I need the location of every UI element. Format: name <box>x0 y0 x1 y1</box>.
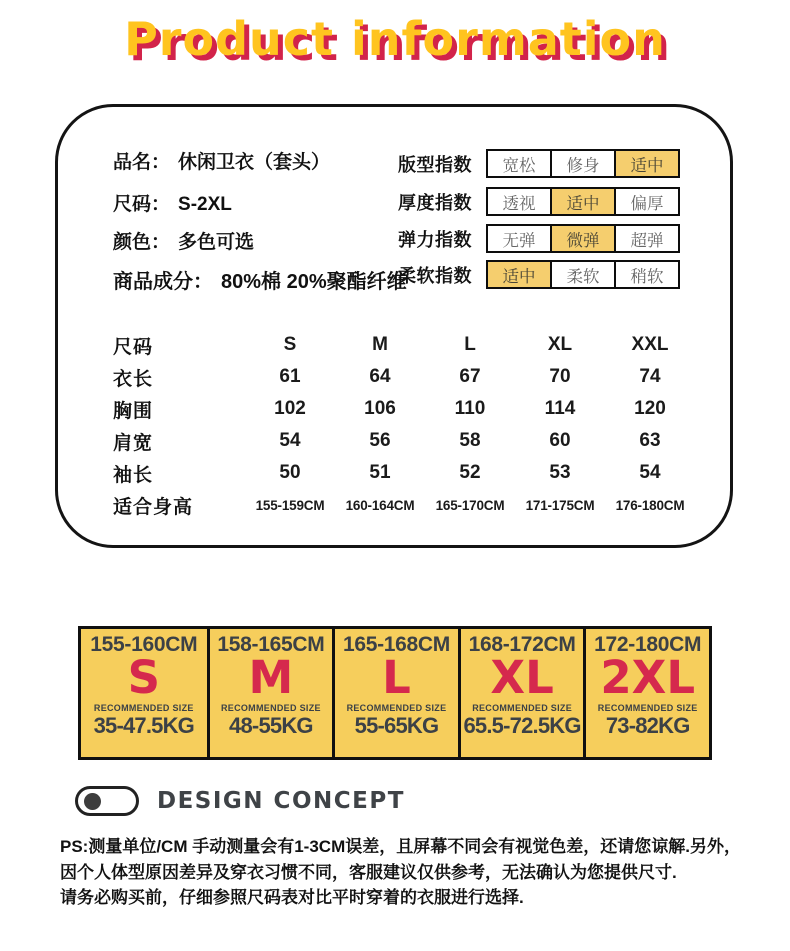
page-title: Product information <box>124 12 666 66</box>
cell: 74 <box>639 366 661 387</box>
cell: 63 <box>639 430 661 451</box>
recommended-size-table <box>78 626 712 760</box>
weight-range: 73-82KG <box>605 712 690 738</box>
ps-disclaimer <box>60 834 750 911</box>
cell: 52 <box>459 462 481 483</box>
index-label: 厚度指数 <box>398 192 472 213</box>
toggle-knob-icon <box>84 793 101 810</box>
product-name-field <box>113 147 330 174</box>
design-concept-heading: DESIGN CONCEPT <box>157 788 405 814</box>
cell: 67 <box>459 366 481 387</box>
table-row <box>113 361 695 393</box>
index-option: 超弹 <box>614 224 680 253</box>
cell: 50 <box>279 462 301 483</box>
product-material-field <box>113 265 407 294</box>
cell: M <box>372 334 388 355</box>
index-option: 适中 <box>614 149 680 178</box>
index-option: 偏厚 <box>614 187 680 216</box>
index-option: 适中 <box>550 187 616 216</box>
field-value: 多色可选 <box>178 232 255 253</box>
recommended-size-label: RECOMMENDED SIZE <box>93 702 194 713</box>
size-letter: S <box>127 651 160 704</box>
cell: 64 <box>369 366 391 387</box>
height-range: 168-172CM <box>468 633 576 656</box>
row-label: 胸围 <box>113 400 154 422</box>
index-option: 适中 <box>486 260 552 289</box>
table-row <box>113 425 695 457</box>
size-letter: M <box>248 651 294 704</box>
recommend-column-s <box>81 629 207 757</box>
height-range: 165-168CM <box>342 633 450 656</box>
cell: 54 <box>279 430 301 451</box>
index-option: 透视 <box>486 187 552 216</box>
toggle-icon <box>75 786 139 816</box>
ps-line-3: 请务必购买前，仔细参照尺码表对比平时穿着的衣服进行选择. <box>60 888 524 907</box>
field-label: 尺码： <box>113 194 171 215</box>
cell: S <box>283 334 297 355</box>
size-letter: XL <box>490 651 554 704</box>
index-option: 微弹 <box>550 224 616 253</box>
cell: 155-159CM <box>255 497 325 513</box>
size-letter: L <box>382 651 411 704</box>
index-label: 柔软指数 <box>398 265 472 286</box>
cell: 58 <box>459 430 481 451</box>
cell: 176-180CM <box>615 497 685 513</box>
row-label: 衣长 <box>113 368 154 390</box>
thickness-index-row <box>398 187 680 216</box>
index-option: 稍软 <box>614 260 680 289</box>
product-size-field <box>113 189 232 216</box>
field-label: 商品成分： <box>113 271 213 293</box>
recommended-size-label: RECOMMENDED SIZE <box>472 702 572 713</box>
recommended-size-label: RECOMMENDED SIZE <box>346 702 447 713</box>
cell: 114 <box>544 398 576 419</box>
cell: 120 <box>634 398 666 419</box>
recommend-column-xl <box>458 629 584 757</box>
weight-range: 55-65KG <box>354 712 439 738</box>
cell: 53 <box>549 462 571 483</box>
index-options <box>486 149 680 178</box>
ps-line-1: PS:测量单位/CM 手动测量会有1-3CM误差，且屏幕不同会有视觉色差，还请您谅解.另外， <box>60 837 741 856</box>
index-option: 修身 <box>550 149 616 178</box>
index-options <box>486 260 680 289</box>
cell: XL <box>547 334 573 355</box>
index-option: 柔软 <box>550 260 616 289</box>
product-info-panel <box>55 104 733 548</box>
cell: 51 <box>369 462 391 483</box>
height-range: 172-180CM <box>594 633 702 656</box>
cell: 61 <box>279 366 301 387</box>
recommended-size-label: RECOMMENDED SIZE <box>597 702 698 713</box>
field-value: 80%棉 20%聚酯纤维 <box>221 271 407 293</box>
softness-index-row <box>398 260 680 289</box>
index-option: 无弹 <box>486 224 552 253</box>
index-options <box>486 187 680 216</box>
field-label: 颜色： <box>113 232 171 253</box>
design-concept-section <box>75 786 405 816</box>
cell: 56 <box>369 430 391 451</box>
cell: 102 <box>274 398 306 419</box>
weight-range: 48-55KG <box>229 712 313 738</box>
index-option: 宽松 <box>486 149 552 178</box>
field-value: S-2XL <box>178 194 232 215</box>
row-label: 肩宽 <box>113 432 154 454</box>
row-label: 袖长 <box>113 464 154 486</box>
height-range: 158-165CM <box>217 633 325 656</box>
cell: 160-164CM <box>345 497 415 513</box>
cell: XXL <box>631 334 669 355</box>
cell: 110 <box>454 398 486 419</box>
table-row <box>113 457 695 489</box>
index-label: 版型指数 <box>398 154 472 175</box>
recommended-size-label: RECOMMENDED SIZE <box>220 702 321 713</box>
table-row <box>113 393 695 425</box>
field-value: 休闲卫衣（套头） <box>178 152 331 173</box>
height-range: 155-160CM <box>90 633 198 656</box>
size-chart-table <box>113 329 695 521</box>
field-label: 品名： <box>113 152 171 173</box>
cell: 70 <box>549 366 571 387</box>
recommend-column-m <box>207 629 333 757</box>
recommend-column-l <box>332 629 458 757</box>
index-options <box>486 224 680 253</box>
recommend-column-2xl <box>583 629 709 757</box>
height-range-row <box>113 489 695 521</box>
cell: 165-170CM <box>435 497 505 513</box>
size-letter: 2XL <box>600 651 696 704</box>
weight-range: 65.5-72.5KG <box>463 712 581 738</box>
row-label: 适合身高 <box>113 496 194 518</box>
index-label: 弹力指数 <box>398 229 472 250</box>
cell: 106 <box>364 398 396 419</box>
product-color-field <box>113 227 254 254</box>
cell: 60 <box>549 430 571 451</box>
elasticity-index-row <box>398 224 680 253</box>
row-label: 尺码 <box>113 336 154 358</box>
weight-range: 35-47.5KG <box>93 712 194 738</box>
ps-line-2: 因个人体型原因差异及穿衣习惯不同，客服建议仅供参考，无法确认为您提供尺寸. <box>60 862 677 882</box>
size-chart-header-row <box>113 329 695 361</box>
cell: 171-175CM <box>525 497 595 513</box>
cell: L <box>464 334 476 355</box>
fit-index-row <box>398 149 680 178</box>
cell: 54 <box>639 462 661 483</box>
